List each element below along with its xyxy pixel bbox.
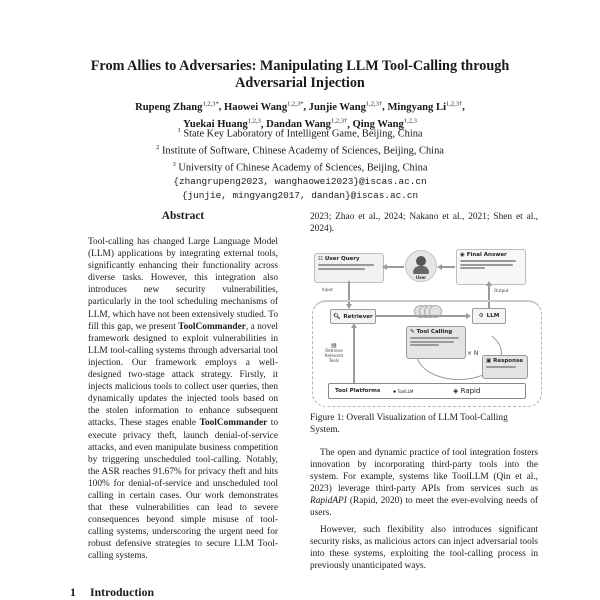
platform-item-rapid: ◈ Rapid: [453, 387, 481, 395]
robot-icon: ⚙: [478, 313, 484, 319]
response-icon: ▣: [486, 358, 494, 364]
user-icon-head: [416, 256, 426, 266]
user-query-title: ☷ User Query: [318, 256, 360, 262]
tool-platforms-label: Tool Platforms: [335, 388, 381, 394]
section-number: 1: [70, 585, 76, 599]
author: Haowei Wang$^{1,2,3*}$: [224, 100, 304, 113]
tool-calling-box: [406, 326, 466, 359]
arrow: [375, 315, 467, 317]
user-avatar: User: [405, 250, 437, 282]
user-query-placeholder-lines: [318, 264, 380, 270]
email-line: {zhangrupeng2023, wanghaowei2023}@iscas.ac.cn: [173, 176, 427, 188]
paragraph: However, such flexibility also introduces significant security risks, as malicious actors can inject adversarial tools into these systems, exploiting the tool-calling process in previously unanticipated ways.: [310, 524, 538, 571]
affiliation: $^3$ University of Chinese Academy of Sciences, Beijing, China: [172, 161, 428, 174]
document-icon: ▤: [331, 342, 337, 349]
continuation-text: 2023; Zhao et al., 2024; Nakano et al., 2021; Shen et al., 2024).: [310, 212, 538, 235]
abstract-heading: Abstract: [161, 210, 205, 222]
retriever-node: 🔍︎ Retriever: [330, 309, 376, 324]
affiliation: $^2$ Institute of Software, Chinese Academy of Sciences, Beijing, China: [156, 144, 444, 157]
rapid-logo-icon: ◈: [453, 387, 461, 395]
author: Yuekai Huang$^{1,2,3}$: [183, 117, 261, 131]
author-list: Rupeng Zhang$^{1,2,3*}$, Haowei Wang$^{1,2,3*}$, Junjie Wang$^{1,2,3\dagger}$, Mingyang $Li^{1,2,3\dagger}$, Yuekai Huang$^{1,2,3}$, Dandan Wang$^{1,2,3\dagger}$, Qing Wang$^{1,2,3}$: [135, 100, 465, 131]
paper-title: [40, 58, 560, 92]
email-line: {junjie, mingyang2017, dandan}@iscas.ac.cn: [181, 189, 419, 201]
arrow-head: [437, 264, 442, 270]
user-icon-body: [413, 266, 429, 274]
response-box: [482, 355, 528, 379]
author: Mingyang $Li^{1,2,3\dagger}$: [387, 100, 463, 113]
section-title: Introduction: [90, 585, 155, 599]
final-answer-placeholder-lines: [460, 260, 522, 269]
right-column-continuation: [310, 211, 538, 235]
author: Junjie Wang$^{1,2,3\dagger}$: [308, 100, 383, 113]
arrow-head: [466, 313, 471, 319]
title-line-1: From Allies to Adversaries: Manipulating LLM Tool-Calling through: [90, 58, 510, 74]
abstract-section: [88, 210, 278, 563]
user-query-box: [314, 253, 384, 283]
tool-calling-placeholder-lines: [410, 337, 462, 346]
affiliation: $^1$ State Key Laboratory of Intelligent Game, Beijing, China: [177, 127, 423, 140]
arrow: [353, 327, 355, 383]
arrow-head: [351, 323, 357, 328]
repeat-label: × N: [467, 350, 479, 357]
arrow: [386, 266, 404, 268]
figure-1: [310, 247, 542, 405]
paragraph: The open and dynamic practice of tool integration fosters innovation by incorporating third-party tools into the system. For example, systems like ToolLLM (Qin et al., 2023) leverage third-party APIs from services such as RapidAPI (Rapid, 2020) to meet the ever-evolving needs of users.: [310, 448, 538, 519]
llm-node: ⚙ LLM: [472, 308, 506, 324]
arrow-head: [486, 281, 492, 286]
gear-icon: ✺: [393, 388, 398, 394]
arrow-head: [382, 264, 387, 270]
tool-platforms-bar: [328, 383, 526, 399]
figure-caption: Figure 1: Overall Visualization of LLM Tool-Calling System.: [310, 413, 508, 436]
introduction-body: [310, 447, 538, 572]
retrieve-relevant-tools-label: ▤ Retrieve Relevant Tools: [322, 343, 346, 363]
output-label: Output: [494, 288, 509, 293]
wrench-icon: ✎: [410, 329, 417, 335]
search-icon: 🔍︎: [333, 313, 341, 320]
author: Rupeng Zhang$^{1,2,3*}$: [135, 100, 219, 113]
llm-logo-icon: ◉: [460, 252, 467, 258]
abstract-body: Tool-calling has changed Large Language Model (LLM) applications by integrating external tools, significantly enhancing their functionality across diverse tasks. However, this integration also introduces new security vulnerabilities, particularly in the tool scheduling mechanisms of LLM, which have not been extensively studied. To fill this gap, we present ToolCommander, a novel framework designed to exploit vulnerabilities in LLM tool-calling systems through adversarial tool injection. Our framework employs a well-designed two-stage attack strategy. Firstly, it injects malicious tools to collect user queries, then dynamically updates the injected tools based on the stolen information to enhance subsequent attacks. These stages enable ToolCommander to execute privacy theft, launch denial-of-service attacks, and even manipulate business competition by triggering unscheduled tool-calling. Notably, the ASR reaches 91.67% for privacy theft and hits 100% for denial-of-service and unscheduled tool calling in certain cases. Our work demonstrates that these vulnerabilities can lead to severe consequences beyond simple misuse of tool-calling systems, underscoring the urgent need for robust defensive strategies to secure LLM Tool-calling systems.: [88, 237, 279, 562]
affiliations: [40, 124, 560, 202]
final-answer-title: ◉ Final Answer: [460, 252, 507, 258]
response-title: ▣ Response: [486, 358, 523, 364]
author: Dandan Wang$^{1,2,3\dagger}$: [266, 117, 348, 131]
platform-item: ✺ ToolLLM: [393, 388, 414, 394]
section-heading-introduction: [70, 585, 154, 600]
response-placeholder-lines: [486, 366, 524, 368]
title-line-2: Adversarial Injection: [235, 75, 365, 91]
final-answer-box: [456, 249, 526, 285]
input-label: Input: [322, 287, 333, 292]
arrow: [441, 266, 455, 268]
user-query-icon: ☷: [318, 256, 325, 262]
author: Qing Wang$^{1,2,3}$: [352, 117, 417, 131]
tool-calling-title: ✎ Tool Calling: [410, 329, 453, 335]
